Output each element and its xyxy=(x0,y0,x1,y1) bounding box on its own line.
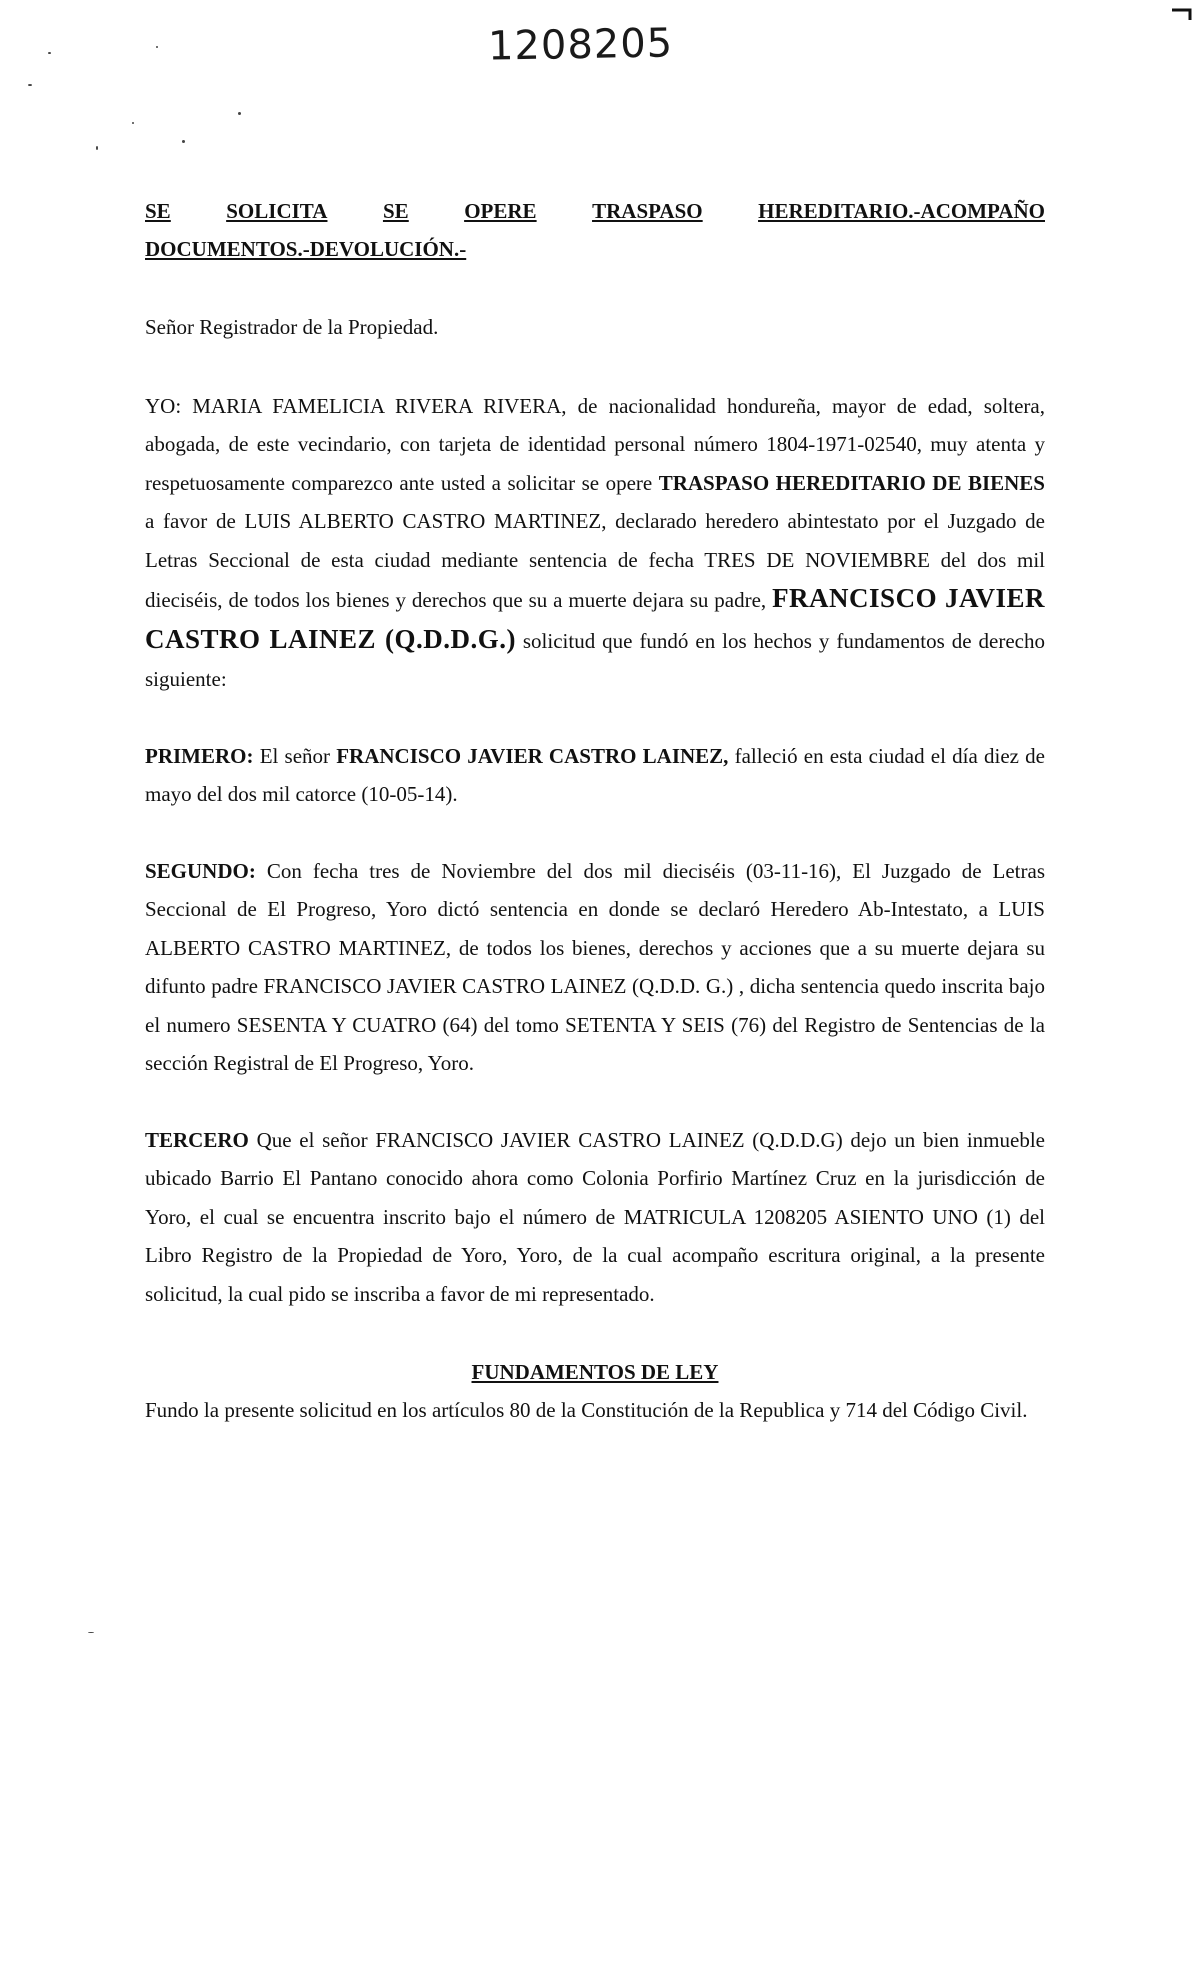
intro-paragraph xyxy=(145,387,1045,699)
tercero-label: TERCERO xyxy=(145,1127,249,1152)
intro-bold-text: TRASPASO HEREDITARIO DE BIENES xyxy=(658,470,1045,495)
scan-speck xyxy=(48,52,51,54)
segundo-paragraph xyxy=(145,852,1045,1083)
scan-speck xyxy=(156,46,158,48)
scan-speck xyxy=(96,146,98,150)
primero-name: FRANCISCO JAVIER CASTRO LAINEZ, xyxy=(336,743,729,768)
addressee: Señor Registrador de la Propiedad. xyxy=(145,315,439,339)
primero-text: falleció en esta ciudad el día diez de mayo del dos mil catorce (10-05-14). xyxy=(145,743,1045,806)
heading-word: SE xyxy=(382,199,409,223)
fundamentos-title: FUNDAMENTOS DE LEY xyxy=(471,1360,719,1384)
fundamentos-text: Fundo la presente solicitud en los artículos 80 de la Constitución de la Republica y 714 del Código Civil. xyxy=(145,1398,1028,1422)
corner-mark-icon xyxy=(1172,8,1194,20)
heading-word: HEREDITARIO.-ACOMPAÑO xyxy=(758,199,1045,223)
intro-text: a favor de LUIS ALBERTO CASTRO MARTINEZ, declarado heredero abintestato por el Juzgado de Letras Seccional de esta ciudad mediante sentencia de fecha TRES DE NOVIEMBRE del dos mil dieciséis, de todos los bienes y derechos que su a muerte dejara su padre, xyxy=(145,509,1045,612)
scan-speck xyxy=(238,112,241,115)
document-body xyxy=(145,192,1045,1430)
heading-word: SOLICITA xyxy=(226,199,328,223)
heading-word: TRASPASO xyxy=(592,199,703,223)
tercero-paragraph xyxy=(145,1121,1045,1314)
primero-label: PRIMERO: xyxy=(145,743,254,768)
intro-text: solicitud que fundó en los hechos y fundamentos de derecho siguiente: xyxy=(145,628,1045,691)
tercero-text: Que el señor FRANCISCO JAVIER CASTRO LAINEZ (Q.D.D.G) dejo un bien inmueble ubicado Barrio El Pantano conocido ahora como Colonia Porfirio Martínez Cruz en la jurisdicción de Yoro, el cual se encuentra inscrito bajo el número de MATRICULA 1208205 ASIENTO UNO (1) del Libro Registro de la Propiedad de Yoro, Yoro, de la cual acompaño escritura original, a la presente solicitud, la cual pido se inscriba a favor de mi representado. xyxy=(145,1127,1045,1306)
primero-text: El señor xyxy=(253,743,337,768)
handwritten-registration-number: 1208205 xyxy=(487,20,674,70)
heading-line-1 xyxy=(145,192,1045,230)
scan-speck xyxy=(88,1632,94,1633)
document-heading xyxy=(145,192,1045,268)
segundo-label: SEGUNDO: xyxy=(145,858,256,883)
intro-text: YO: MARIA FAMELICIA RIVERA RIVERA, de nacionalidad hondureña, mayor de edad, soltera, abogada, de este vecindario, con tarjeta de identidad personal número 1804-1971-02540, muy atenta y respetuosamente comparezco ante usted a solicitar se opere xyxy=(145,393,1045,495)
segundo-text: Con fecha tres de Noviembre del dos mil dieciséis (03-11-16), El Juzgado de Letras Seccional de El Progreso, Yoro dictó sentencia en donde se declaró Heredero Ab-Intestato, a LUIS ALBERTO CASTRO MARTINEZ, de todos los bienes, derechos y acciones que a su muerte dejara su difunto padre FRANCISCO JAVIER CASTRO LAINEZ (Q.D.D. G.) , dicha sentencia quedo inscrita bajo el numero SESENTA Y CUATRO (64) del tomo SETENTA Y SEIS (76) del Registro de Sentencias de la sección Registral de El Progreso, Yoro. xyxy=(145,858,1045,1075)
scan-speck xyxy=(132,122,134,124)
scan-speck xyxy=(182,140,185,143)
heading-word: OPERE xyxy=(464,199,537,223)
scan-speck xyxy=(28,84,32,86)
heading-line-2: DOCUMENTOS.-DEVOLUCIÓN.- xyxy=(145,237,467,261)
primero-paragraph xyxy=(145,737,1045,814)
heading-word: SE xyxy=(145,199,171,223)
deceased-name: FRANCISCO JAVIER CASTRO LAINEZ (Q.D.D.G.) xyxy=(145,583,1045,654)
